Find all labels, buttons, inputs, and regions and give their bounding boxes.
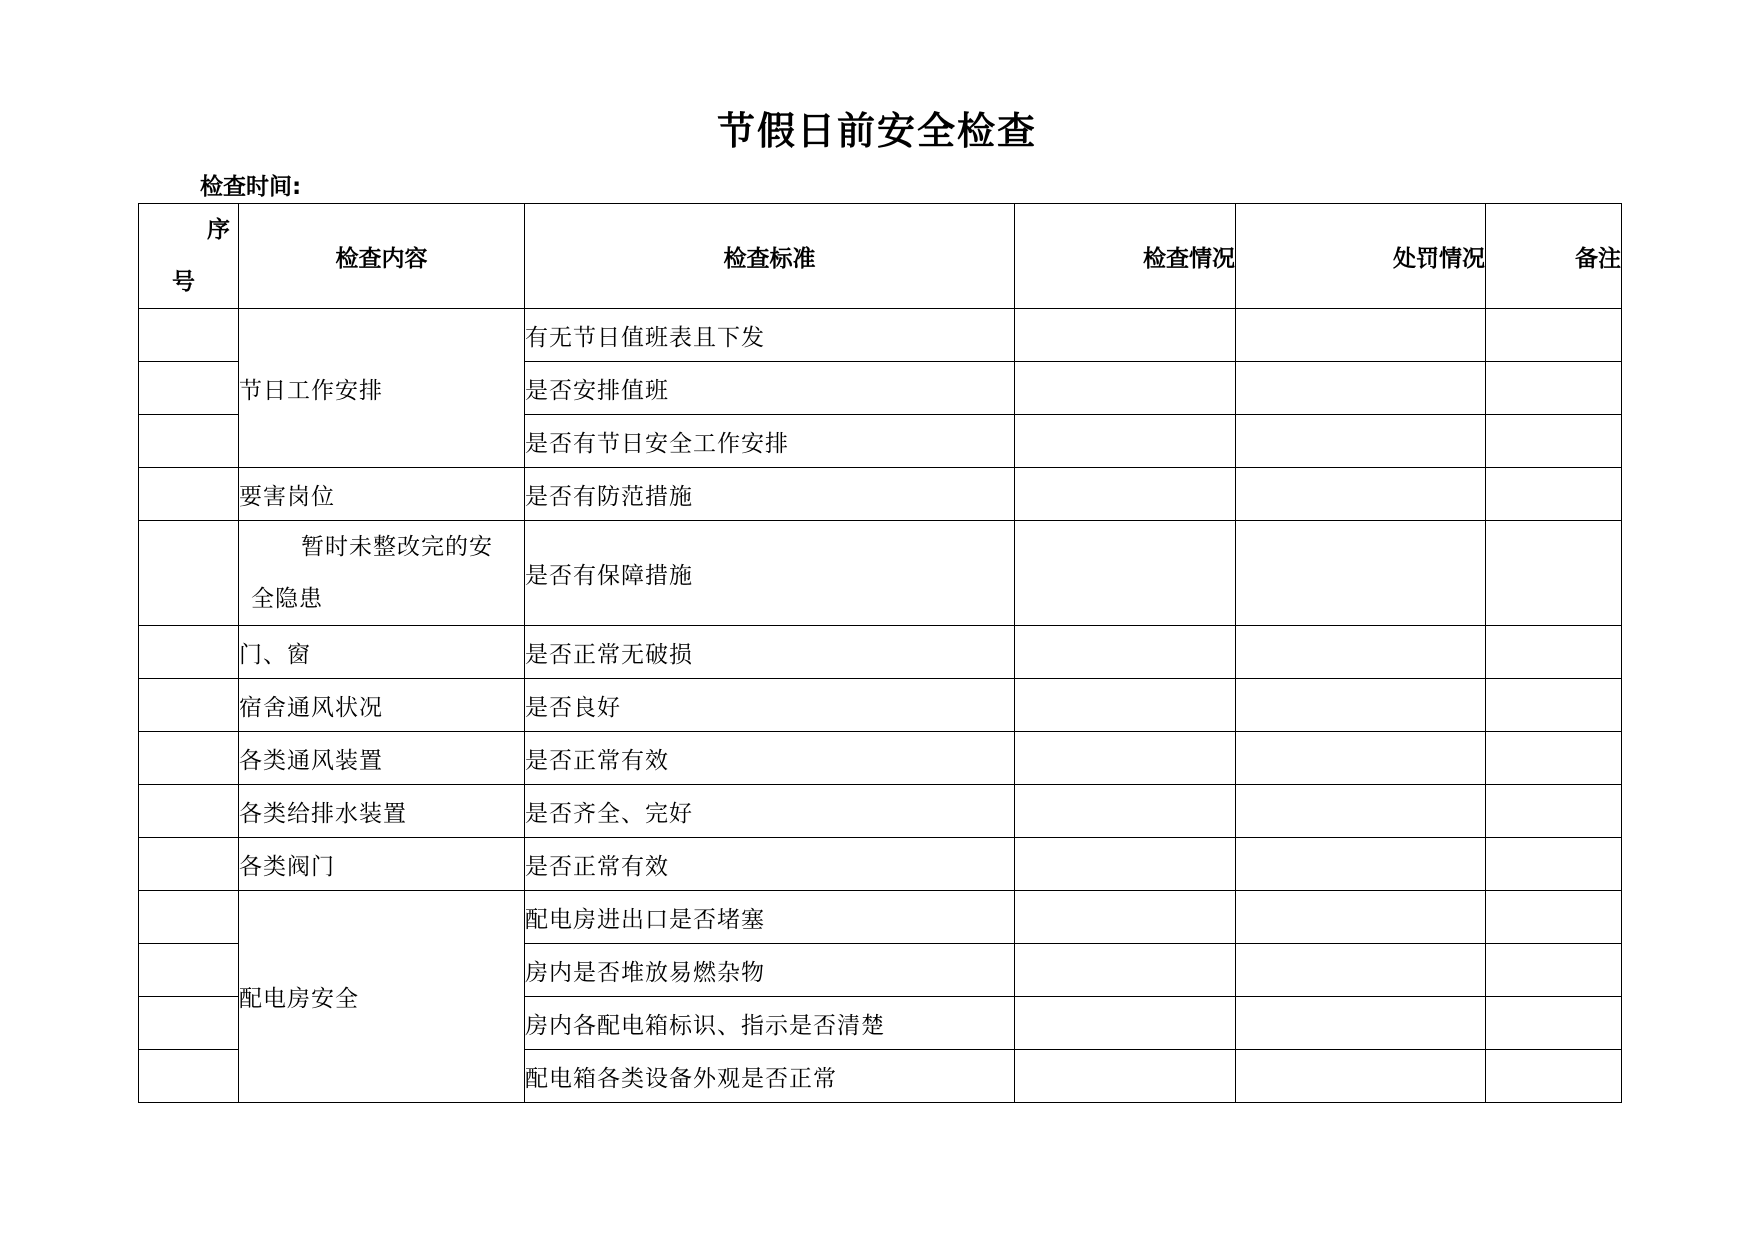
- status-cell[interactable]: [1015, 1050, 1236, 1103]
- table-row: [139, 679, 1622, 732]
- penalty-cell[interactable]: [1236, 944, 1486, 997]
- status-cell[interactable]: [1015, 997, 1236, 1050]
- header-penalty: 处罚情况: [1236, 204, 1486, 309]
- standard-cell: 是否安排值班: [525, 362, 1015, 415]
- page-title: 节假日前安全检查: [716, 109, 1037, 153]
- note-cell[interactable]: [1486, 309, 1622, 362]
- standard-cell: 是否有保障措施: [525, 521, 1015, 626]
- header-note: 备注: [1486, 204, 1622, 309]
- content-cell: 要害岗位: [239, 468, 525, 521]
- standard-cell: 是否齐全、完好: [525, 785, 1015, 838]
- note-cell[interactable]: [1486, 891, 1622, 944]
- note-cell[interactable]: [1486, 626, 1622, 679]
- no-cell[interactable]: [139, 309, 239, 362]
- inspection-table: [138, 203, 1622, 1103]
- no-cell[interactable]: [139, 944, 239, 997]
- penalty-cell[interactable]: [1236, 468, 1486, 521]
- content-cell: 配电房安全: [239, 891, 525, 1103]
- no-cell[interactable]: [139, 891, 239, 944]
- table-row: [139, 785, 1622, 838]
- header-status: 检查情况: [1015, 204, 1236, 309]
- table-row: [139, 468, 1622, 521]
- penalty-cell[interactable]: [1236, 362, 1486, 415]
- note-cell[interactable]: [1486, 997, 1622, 1050]
- standard-cell: 配电箱各类设备外观是否正常: [525, 1050, 1015, 1103]
- note-cell[interactable]: [1486, 415, 1622, 468]
- penalty-cell[interactable]: [1236, 626, 1486, 679]
- note-cell[interactable]: [1486, 1050, 1622, 1103]
- no-cell[interactable]: [139, 1050, 239, 1103]
- penalty-cell[interactable]: [1236, 521, 1486, 626]
- table-row: [139, 309, 1622, 362]
- content-cell: 各类阀门: [239, 838, 525, 891]
- status-cell[interactable]: [1015, 626, 1236, 679]
- standard-cell: 房内是否堆放易燃杂物: [525, 944, 1015, 997]
- table-row: [139, 732, 1622, 785]
- table-row: [139, 838, 1622, 891]
- note-cell[interactable]: [1486, 785, 1622, 838]
- penalty-cell[interactable]: [1236, 838, 1486, 891]
- penalty-cell[interactable]: [1236, 891, 1486, 944]
- table-row: [139, 891, 1622, 944]
- content-cell: 各类给排水装置: [239, 785, 525, 838]
- no-cell[interactable]: [139, 997, 239, 1050]
- status-cell[interactable]: [1015, 838, 1236, 891]
- content-cell: 暂时未整改完的安 全隐患: [239, 521, 525, 626]
- penalty-cell[interactable]: [1236, 997, 1486, 1050]
- check-time-label: 检查时间:: [200, 174, 302, 200]
- standard-cell: 是否正常有效: [525, 732, 1015, 785]
- header-content: 检查内容: [239, 204, 525, 309]
- note-cell[interactable]: [1486, 838, 1622, 891]
- standard-cell: 是否正常有效: [525, 838, 1015, 891]
- penalty-cell[interactable]: [1236, 309, 1486, 362]
- penalty-cell[interactable]: [1236, 1050, 1486, 1103]
- status-cell[interactable]: [1015, 309, 1236, 362]
- no-cell[interactable]: [139, 785, 239, 838]
- penalty-cell[interactable]: [1236, 732, 1486, 785]
- no-cell[interactable]: [139, 732, 239, 785]
- no-cell[interactable]: [139, 521, 239, 626]
- no-cell[interactable]: [139, 468, 239, 521]
- note-cell[interactable]: [1486, 732, 1622, 785]
- content-cell: 门、窗: [239, 626, 525, 679]
- status-cell[interactable]: [1015, 732, 1236, 785]
- status-cell[interactable]: [1015, 891, 1236, 944]
- status-cell[interactable]: [1015, 679, 1236, 732]
- no-cell[interactable]: [139, 415, 239, 468]
- content-cell: 节日工作安排: [239, 309, 525, 468]
- standard-cell: 是否良好: [525, 679, 1015, 732]
- standard-cell: 是否有防范措施: [525, 468, 1015, 521]
- content-cell: 宿舍通风状况: [239, 679, 525, 732]
- content-cell: 各类通风装置: [239, 732, 525, 785]
- status-cell[interactable]: [1015, 521, 1236, 626]
- header-no: 序 号: [139, 204, 239, 309]
- status-cell[interactable]: [1015, 468, 1236, 521]
- header-standard: 检查标准: [525, 204, 1015, 309]
- table-header-row: [139, 204, 1622, 309]
- no-cell[interactable]: [139, 362, 239, 415]
- note-cell[interactable]: [1486, 521, 1622, 626]
- table-row: [139, 626, 1622, 679]
- penalty-cell[interactable]: [1236, 785, 1486, 838]
- standard-cell: 是否有节日安全工作安排: [525, 415, 1015, 468]
- note-cell[interactable]: [1486, 944, 1622, 997]
- status-cell[interactable]: [1015, 944, 1236, 997]
- table-row: [139, 521, 1622, 626]
- standard-cell: 房内各配电箱标识、指示是否清楚: [525, 997, 1015, 1050]
- penalty-cell[interactable]: [1236, 679, 1486, 732]
- note-cell[interactable]: [1486, 362, 1622, 415]
- no-cell[interactable]: [139, 626, 239, 679]
- no-cell[interactable]: [139, 838, 239, 891]
- no-cell[interactable]: [139, 679, 239, 732]
- status-cell[interactable]: [1015, 362, 1236, 415]
- standard-cell: 是否正常无破损: [525, 626, 1015, 679]
- status-cell[interactable]: [1015, 415, 1236, 468]
- penalty-cell[interactable]: [1236, 415, 1486, 468]
- standard-cell: 配电房进出口是否堵塞: [525, 891, 1015, 944]
- note-cell[interactable]: [1486, 679, 1622, 732]
- note-cell[interactable]: [1486, 468, 1622, 521]
- standard-cell: 有无节日值班表且下发: [525, 309, 1015, 362]
- status-cell[interactable]: [1015, 785, 1236, 838]
